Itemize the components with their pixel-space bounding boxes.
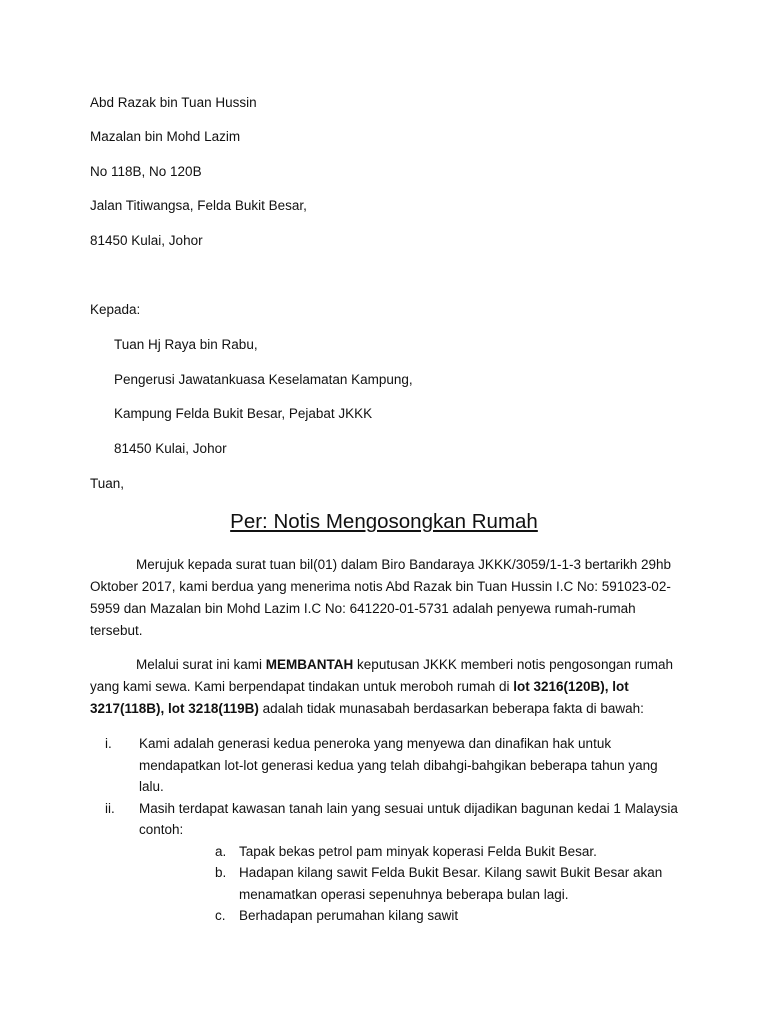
sub-list-item-text: Berhadapan perumahan kilang sawit	[239, 908, 459, 923]
sub-list-item-letter: b.	[215, 865, 227, 880]
paragraph-2-part-3: adalah tidak munasabah berdasarkan beberapa fakta di bawah:	[258, 701, 644, 716]
recipient-name: Tuan Hj Raya bin Rabu,	[114, 337, 258, 352]
sub-list-item	[90, 841, 678, 863]
paragraph-2-part-1: Melalui surat ini kami	[136, 657, 266, 672]
list-item-number: ii.	[105, 800, 115, 816]
sender-street: Jalan Titiwangsa, Felda Bukit Besar,	[90, 198, 307, 213]
paragraph-2-text	[90, 654, 678, 720]
sender-house: No 118B, No 120B	[90, 164, 202, 179]
sub-list-item-letter: a.	[215, 843, 227, 859]
paragraph-2-emphasis-lots: lot 3216(120B), lot 3217(118B), lot 3218(119B)	[90, 679, 629, 716]
sub-list-item-letter: c.	[215, 908, 226, 923]
sub-list-item	[90, 905, 678, 927]
list-item-text: Kami adalah generasi kedua peneroka yang menyewa dan dinafikan hak untuk mendapatkan lot-lot generasi kedua yang telah dibahgi-bahgikan beberapa tahun yang lalu.	[139, 736, 658, 794]
list-item-text: Masih terdapat kawasan tanah lain yang sesuai untuk dijadikan bagunan kedai 1 Malaysia contoh:	[139, 800, 678, 837]
paragraph-2-part-2: keputusan JKKK memberi notis pengosongan rumah yang kami sewa. Kami berpendapat tindakan untuk meroboh rumah di	[90, 657, 673, 694]
recipient-position: Pengerusi Jawatankuasa Keselamatan Kampung,	[114, 372, 413, 387]
list-item-number: i.	[105, 736, 112, 751]
paragraph-1	[90, 554, 678, 642]
recipient-postcode: 81450 Kulai, Johor	[114, 441, 227, 456]
recipient-address: Kampung Felda Bukit Besar, Pejabat JKKK	[114, 406, 373, 421]
paragraph-2-emphasis-objection: MEMBANTAH	[265, 657, 354, 672]
paragraph-1-text: Merujuk kepada surat tuan bil(01) dalam Biro Bandaraya JKKK/3059/1-1-3 bertarikh 29hb Oktober 2017, kami berdua yang menerima notis Abd Razak bin Tuan Hussin I.C No: 591023-02-5959 dan Mazalan bin Mohd Lazim I.C No: 641220-01-5731 adalah penyewa rumah-rumah tersebut.	[90, 557, 672, 638]
sender-name-2: Mazalan bin Mohd Lazim	[90, 129, 241, 144]
recipient-label: Kepada:	[90, 302, 141, 317]
sub-list-item-text: Hadapan kilang sawit Felda Bukit Besar. Kilang sawit Bukit Besar akan menamatkan operasi sepenuhnya beberapa bulan lagi.	[239, 865, 663, 902]
sub-list-item	[90, 862, 678, 905]
list-item	[90, 733, 678, 798]
fact-list	[90, 733, 678, 927]
salutation: Tuan,	[90, 476, 125, 491]
sender-postcode: 81450 Kulai, Johor	[90, 233, 203, 248]
sender-name-1: Abd Razak bin Tuan Hussin	[90, 95, 257, 110]
letter-title: Per: Notis Mengosongkan Rumah	[230, 510, 538, 533]
sub-list-item-text: Tapak bekas petrol pam minyak koperasi Felda Bukit Besar.	[239, 843, 597, 859]
paragraph-2	[90, 654, 678, 720]
list-item	[90, 798, 678, 841]
